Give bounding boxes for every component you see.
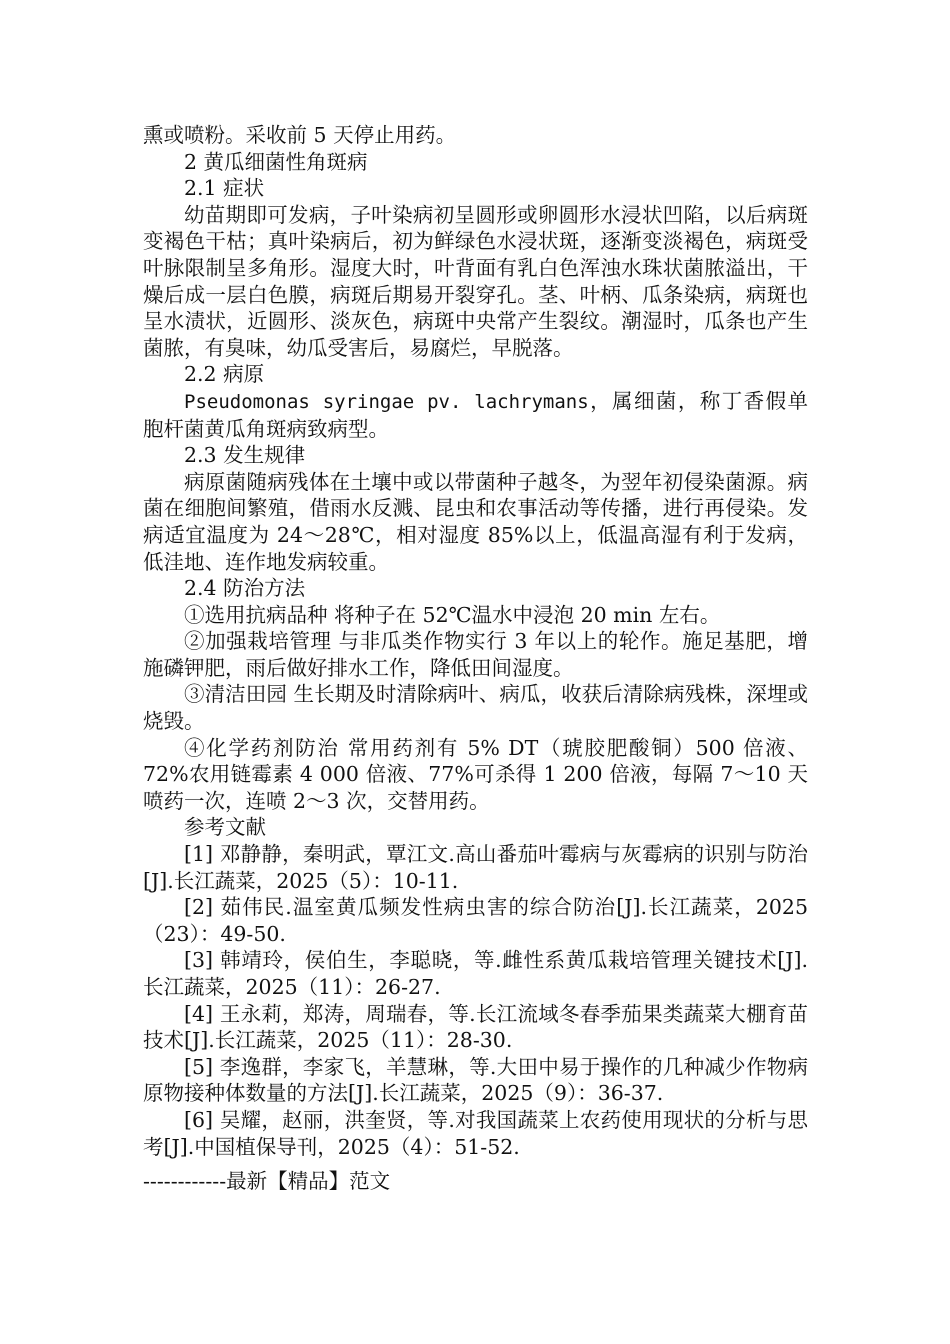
section-heading-2: 2 黄瓜细菌性角斑病 [184,149,368,174]
paragraph-pathogen [143,388,808,442]
control-method-1: ①选用抗病品种 将种子在 52℃温水中浸泡 20 min 左右。 [184,602,721,627]
references-title: 参考文献 [184,815,266,840]
subsection-heading-2-4: 2.4 防治方法 [184,576,306,601]
pathogen-latin-name: Pseudomonas syringae pv. lachrymans [184,390,589,413]
reference-item: [1] 邓静静，秦明武，覃江文.高山番茄叶霉病与灰霉病的识别与防治[J].长江蔬菜，2025（5）：10-11. [143,842,808,893]
reference-item: [6] 吴耀，赵丽，洪奎贤，等.对我国蔬菜上农药使用现状的分析与思考[J].中国植保导刊，2025（4）：51-52. [143,1107,808,1159]
reference-item: [3] 韩靖玲，侯伯生，李聪晓，等.雌性系黄瓜栽培管理关键技术[J].长江蔬菜，2025（11）：26-27. [143,948,808,999]
control-method-4: ④化学药剂防治 常用药剂有 5% DT（琥胶肥酸铜）500 倍液、72%农用链霉素 4 000 倍液、77%可杀得 1 200 倍液，每隔 7～10 天喷药一次，连喷 2～3 次，交替用药。 [143,735,808,813]
subsection-heading-2-3: 2.3 发生规律 [184,443,306,468]
subsection-heading-2-2: 2.2 病原 [184,362,265,387]
page-footer: ------------最新【精品】范文 [143,1169,391,1193]
reference-item: [4] 王永莉，郑涛，周瑞春，等.长江流域冬春季茄果类蔬菜大棚育苗技术[J].长江蔬菜，2025（11）：28-30. [143,1001,808,1053]
paragraph-occurrence: 病原菌随病残体在土壤中或以带菌种子越冬，为翌年初侵染菌源。病菌在细胞间繁殖，借雨水反溅、昆虫和农事活动等传播，进行再侵染。发病适宜温度为 24～28℃，相对湿度 85%以上，低温高湿有利于发病，低洼地、连作地发病较重。 [143,469,808,574]
paragraph-symptoms: 幼苗期即可发病，子叶染病初呈圆形或卵圆形水浸状凹陷，以后病斑变褐色干枯；真叶染病后，初为鲜绿色水浸状斑，逐渐变淡褐色，病斑受叶脉限制呈多角形。湿度大时，叶背面有乳白色浑浊水珠状菌脓溢出，干燥后成一层白色膜，病斑后期易开裂穿孔。茎、叶柄、瓜条染病，病斑也呈水渍状，近圆形、淡灰色，病斑中央常产生裂纹。潮湿时，瓜条也产生菌脓，有臭味，幼瓜受害后，易腐烂，早脱落。 [143,202,808,360]
control-method-3: ③清洁田园 生长期及时清除病叶、病瓜，收获后清除病残株，深埋或烧毁。 [143,682,808,734]
paragraph-continuation: 熏或喷粉。采收前 5 天停止用药。 [143,123,457,147]
control-method-2: ②加强栽培管理 与非瓜类作物实行 3 年以上的轮作。施足基肥，增施磷钾肥，雨后做好排水工作，降低田间湿度。 [143,629,808,680]
reference-item: [5] 李逸群，李家飞，羊慧琳，等.大田中易于操作的几种减少作物病原物接种体数量的方法[J].长江蔬菜，2025（9）：36-37. [143,1054,808,1106]
document-body [143,122,808,1160]
subsection-heading-2-1: 2.1 症状 [184,176,265,201]
pathogen-description: ，属细菌，称丁香假单胞杆菌黄瓜角斑病致病型。 [143,388,808,441]
reference-item: [2] 茹伟民.温室黄瓜频发性病虫害的综合防治[J].长江蔬菜，2025（23）：49-50. [143,895,808,946]
